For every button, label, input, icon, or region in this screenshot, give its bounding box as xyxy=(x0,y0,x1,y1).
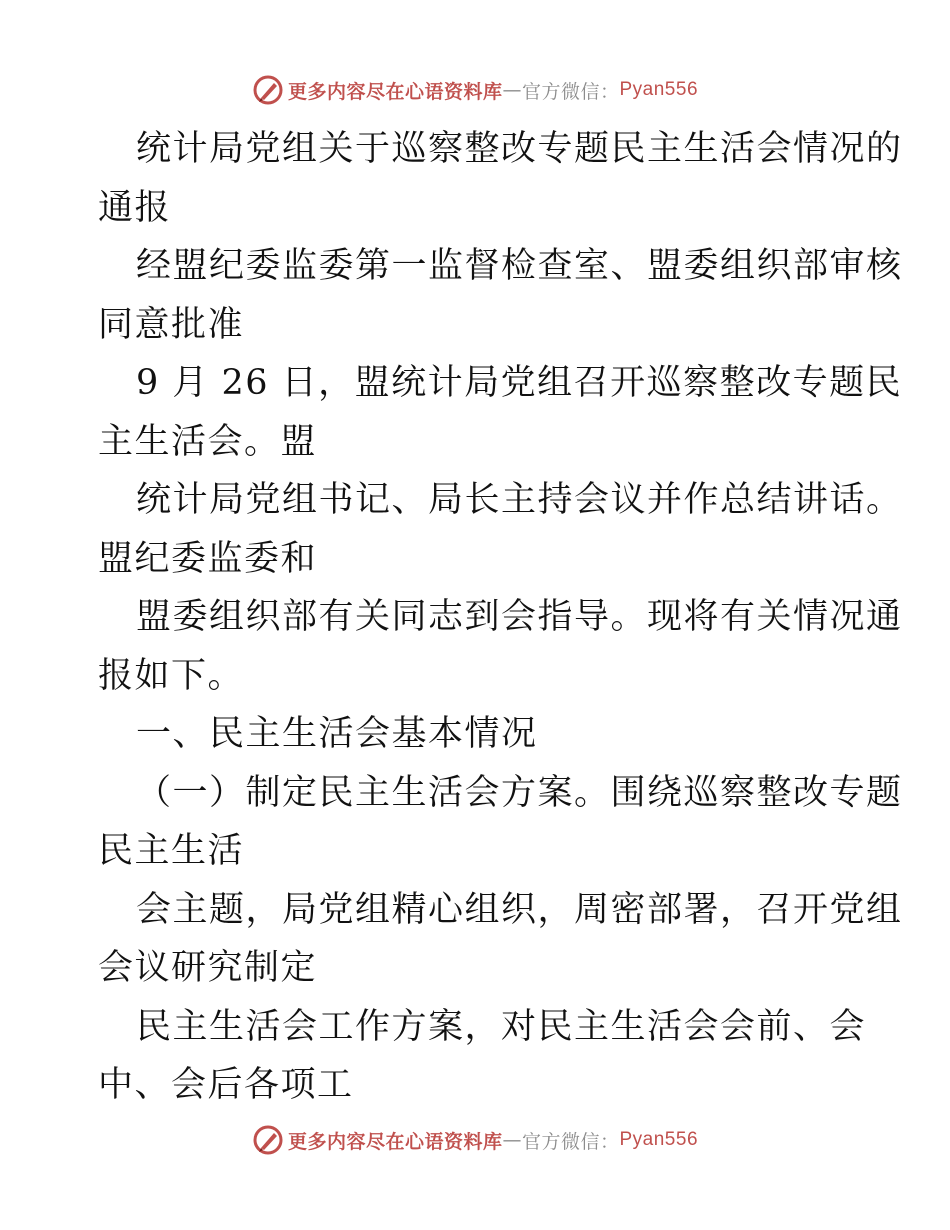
header-watermark xyxy=(0,70,950,110)
watermark-main-text: 更多内容尽在心语资料库 xyxy=(287,1130,503,1153)
text-line: 盟委组织部有关同志到会指导。现将有关情况通 xyxy=(136,597,903,637)
watermark-sub-text: 官方微信： xyxy=(521,80,620,103)
text-line: 统计局党组书记、局长主持会议并作总结讲话。 xyxy=(136,480,903,520)
text-line: 报如下。 xyxy=(98,655,245,696)
text-line: 中、会后各项工 xyxy=(98,1065,354,1105)
text-line: 会主题，局党组精心组织，周密部署，召开党组 xyxy=(136,889,903,930)
text-line: 主生活会。盟 xyxy=(98,421,318,462)
watermark-dash: — xyxy=(502,1129,522,1151)
text-line: 9 月 26 日，盟统计局党组召开巡察整改专题民 xyxy=(136,363,903,403)
text-line: 民主生活会工作方案，对民主生活会会前、会 xyxy=(136,1006,867,1047)
watermark-account: Pyan556 xyxy=(619,79,699,100)
text-line: 通报 xyxy=(98,187,172,228)
text-line: 盟纪委监委和 xyxy=(98,538,318,579)
text-line: 民主生活 xyxy=(98,831,245,871)
text-line: 会议研究制定 xyxy=(98,948,318,988)
watermark-sub-text: 官方微信： xyxy=(521,1130,620,1153)
text-line: 统计局党组关于巡察整改专题民主生活会情况的 xyxy=(136,129,903,169)
text-line: 一、民主生活会基本情况 xyxy=(136,714,538,754)
text-line: （一）制定民主生活会方案。围绕巡察整改专题 xyxy=(136,772,903,813)
document-body xyxy=(98,120,903,1115)
quill-pen-logo-icon xyxy=(252,1124,284,1156)
text-line: 经盟纪委监委第一监督检查室、盟委组织部审核 xyxy=(136,246,903,286)
watermark-dash: — xyxy=(502,79,522,101)
watermark-account: Pyan556 xyxy=(619,1129,699,1150)
quill-pen-logo-icon xyxy=(252,74,284,106)
text-line: 同意批准 xyxy=(98,304,245,345)
watermark-main-text: 更多内容尽在心语资料库 xyxy=(287,80,503,103)
footer-watermark xyxy=(0,1120,950,1160)
